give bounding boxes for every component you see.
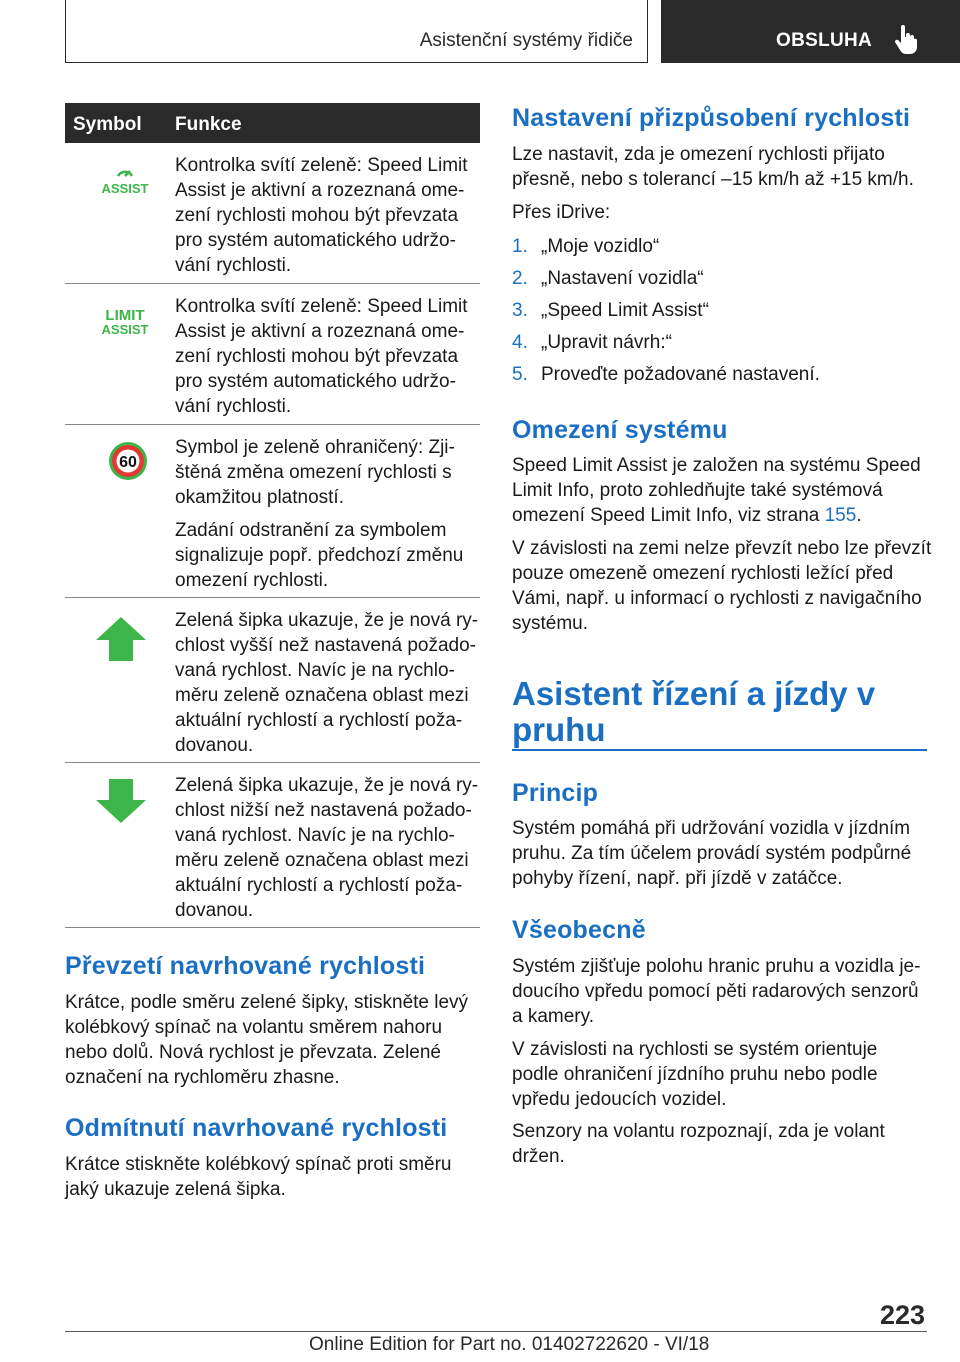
symbol-table: [65, 103, 480, 928]
row-description: Symbol je zeleně ohraničený: Zji-štěná změna omezení rychlosti s okamžitou platností.: [175, 437, 455, 508]
chapter-header: [661, 0, 960, 63]
heading-prevzeti: Převzetí navrhované rychlosti: [65, 952, 426, 980]
paragraph-princip: Systém pomáhá při udržování vozidla v jízdním pruhu. Za tím účelem provádí systém podpůrné pohyby řízení, např. při jízdě v zatáčce.: [512, 818, 912, 889]
section-title: Asistenční systémy řidiče: [419, 30, 633, 51]
list-item: 5. Proveďte požadované nastavení.: [512, 364, 820, 385]
chapter-title: OBSLUHA: [776, 30, 873, 51]
row-description: Zelená šipka ukazuje, že je nová ry-chlost nižší než nastavená požado-vaná rychlost. Navíc je na rychlo-měru zeleně označena oblast mezi aktuální rychlostí a rychlostí poža-dovanou.: [175, 775, 479, 921]
paragraph-odmitnuti: Krátce stiskněte kolébkový spínač proti směru jaký ukazuje zelená šipka.: [65, 1154, 452, 1200]
speed-limit-sign-icon: [80, 438, 180, 484]
svg-text:LIMIT: LIMIT: [105, 307, 145, 324]
table-row: [65, 284, 480, 425]
paragraph-vseobecne-1: Systém zjišťuje polohu hranic pruhu a vozidla je-doucího vpředu pomocí pěti radarových senzorů a kamery.: [512, 956, 921, 1027]
column-header-symbol: Symbol: [73, 114, 142, 135]
paragraph-omezeni-2: V závislosti na zemi nelze převzít nebo lze převzít pouze omezeně omezení rychlosti ležící před Vámi, např. u informací o rychlosti z navigačního systému.: [512, 538, 932, 634]
row-description: Kontrolka svítí zeleně: Speed Limit Assist je aktivní a rozeznaná ome-zení rychlosti mohou být převzata pro systém automatického udržo-vání rychlosti.: [175, 155, 468, 276]
page-link[interactable]: 155: [824, 505, 857, 526]
footer-rule: [65, 1331, 927, 1332]
column-header-function: Funkce: [175, 114, 242, 135]
row-description-extra: Zadání odstranění za symbolem signalizuje popř. předchozí změnu omezení rychlosti.: [175, 520, 464, 591]
paragraph-prevzeti: Krátce, podle směru zelené šipky, stiskněte levý kolébkový spínač na volantu směrem nahoru nebo dolů. Nová rychlost je převzata. Zelené označení na rychloměru zhasne.: [65, 992, 469, 1088]
heading-nastaveni: Nastavení přizpůsobení rychlosti: [512, 104, 911, 132]
list-item: 2. „Nastavení vozidla“: [512, 268, 704, 289]
paragraph-idrive: Přes iDrive:: [512, 202, 611, 223]
list-item: 3. „Speed Limit Assist“: [512, 300, 709, 321]
footer-edition: Online Edition for Part no. 01402722620 - VI/18: [309, 1334, 710, 1355]
paragraph-nastaveni: Lze nastavit, zda je omezení rychlosti přijato přesně, nebo s tolerancí –15 km/h až +15 km/h.: [512, 144, 914, 190]
heading-omezeni: Omezení systému: [512, 416, 728, 444]
page-number: 223: [880, 1300, 926, 1330]
idrive-steps: [512, 236, 927, 396]
heading-princip: Princip: [512, 779, 599, 807]
heading-asistent: Asistent řízení a jízdy v pruhu: [512, 675, 876, 748]
paragraph-vseobecne-2: V závislosti na rychlosti se systém orientuje podle ohraničení jízdního pruhu nebo podle vpředu jedoucích vozidel.: [512, 1039, 878, 1110]
table-row: [65, 425, 480, 598]
assist-icon-label: ASSIST: [101, 181, 149, 196]
row-description: Kontrolka svítí zeleně: Speed Limit Assist je aktivní a rozeznaná ome-zení rychlosti mohou být převzata pro systém automatického udržo-vání rychlosti.: [175, 296, 468, 417]
list-item: 4. „Upravit návrh:“: [512, 332, 672, 353]
table-row: [65, 143, 480, 284]
green-arrow-down-icon: [73, 777, 173, 825]
pointing-hand-icon: [894, 25, 918, 55]
list-item: 1. „Moje vozidlo“: [512, 236, 660, 257]
heading-odmitnuti: Odmítnutí navrhované rychlosti: [65, 1114, 448, 1142]
table-header: [65, 103, 480, 143]
green-arrow-up-icon: [73, 615, 173, 663]
heading-vseobecne: Všeobecně: [512, 916, 646, 944]
svg-text:60: 60: [119, 454, 137, 471]
svg-text:ASSIST: ASSIST: [101, 322, 149, 337]
table-row: [65, 763, 480, 928]
table-row: [65, 598, 480, 763]
row-description: Zelená šipka ukazuje, že je nová ry-chlost vyšší než nastavená požado-vaná rychlost. Navíc je na rychlo-měru zeleně označena oblast mezi aktuální rychlostí a rychlostí poža-dovanou.: [175, 610, 479, 756]
heading-rule: [512, 749, 927, 751]
paragraph-omezeni-1: Speed Limit Assist je založen na systému Speed Limit Info, proto zohledňujte také systémová omezení Speed Limit Info, viz strana 155.: [512, 455, 921, 526]
section-header: [65, 0, 648, 63]
speed-assist-indicator-icon: [75, 163, 175, 197]
paragraph-vseobecne-3: Senzory na volantu rozpoznají, zda je volant držen.: [512, 1121, 885, 1167]
limit-assist-indicator-icon: [75, 306, 175, 340]
